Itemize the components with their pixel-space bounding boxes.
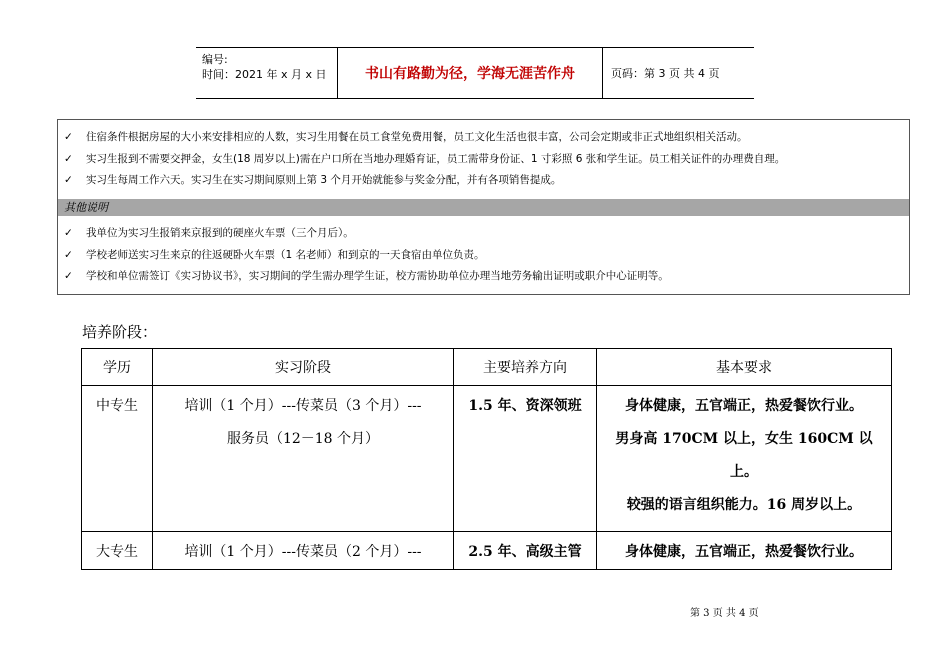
page-footer: 第 3 页 共 4 页 xyxy=(690,608,759,619)
section-title: 其他说明 xyxy=(58,199,909,216)
header-motto: 书山有路勤为径，学海无涯苦作舟 xyxy=(338,48,603,98)
info-bullet xyxy=(64,172,561,187)
cell-requirements xyxy=(597,386,892,532)
info-bullet xyxy=(64,247,485,262)
col-header-edu: 学历 xyxy=(82,349,153,386)
stage-line: 培训（1 个月）---传菜员（3 个月）--- xyxy=(184,398,422,414)
col-header-requirements: 基本要求 xyxy=(597,349,892,386)
stage-line: 服务员（12－18 个月） xyxy=(226,431,380,447)
bullet-text: 学校老师送实习生来京的往返硬卧火车票（1 名老师）和到京的一天食宿由单位负责。 xyxy=(86,249,485,261)
check-icon: ✓ xyxy=(64,227,73,239)
header-page-label: 页码：第 3 页 共 4 页 xyxy=(611,67,720,80)
cell-stage: 培训（1 个月）---传菜员（2 个月）--- xyxy=(153,532,454,570)
req-line: 较强的语言组织能力。16 周岁以上。 xyxy=(626,497,862,513)
cell-edu: 中专生 xyxy=(82,386,153,532)
check-icon: ✓ xyxy=(64,131,73,143)
header-meta xyxy=(196,48,338,98)
bullet-text: 实习生报到不需要交押金，女生(18 周岁以上)需在户口所在当地办理婚育证，员工需带身份证、1 寸彩照 6 张和学生证。员工相关证件的办理费自理。 xyxy=(86,153,786,165)
stages-table xyxy=(81,348,892,570)
cell-requirements: 身体健康，五官端正，热爱餐饮行业。 xyxy=(597,532,892,570)
time-label: 时间：2021 年 x 月 x 日 xyxy=(202,68,327,81)
table-row xyxy=(82,386,892,532)
info-bullet xyxy=(64,268,669,283)
bullet-text: 学校和单位需签订《实习协议书》，实习期间的学生需办理学生证，校方需协助单位办理当地劳务输出证明或职介中心证明等。 xyxy=(86,270,669,282)
info-box xyxy=(57,119,910,295)
cell-stage xyxy=(153,386,454,532)
page-header xyxy=(196,47,754,99)
req-line: 身体健康，五官端正，热爱餐饮行业。 xyxy=(625,398,863,414)
check-icon: ✓ xyxy=(64,270,73,282)
number-label: 编号: xyxy=(202,53,228,66)
cell-direction: 2.5 年、高级主管 xyxy=(454,532,597,570)
info-bullet xyxy=(64,129,748,144)
stage-title: 培养阶段： xyxy=(82,323,158,341)
bullet-text: 实习生每周工作六天。实习生在实习期间原则上第 3 个月开始就能参与奖金分配，并有各项销售提成。 xyxy=(86,174,562,186)
req-line: 上。 xyxy=(730,464,758,480)
col-header-stage: 实习阶段 xyxy=(153,349,454,386)
check-icon: ✓ xyxy=(64,249,73,261)
table-header-row xyxy=(82,349,892,386)
check-icon: ✓ xyxy=(64,174,73,186)
req-line: 男身高 170CM 以上，女生 160CM 以 xyxy=(615,431,873,447)
info-bullet xyxy=(64,225,354,240)
cell-edu: 大专生 xyxy=(82,532,153,570)
bullet-text: 我单位为实习生报销来京报到的硬座火车票（三个月后）。 xyxy=(86,227,354,239)
bullet-text: 住宿条件根据房屋的大小来安排相应的人数，实习生用餐在员工食堂免费用餐，员工文化生活也很丰富，公司会定期或非正式地组织相关活动。 xyxy=(86,131,748,143)
info-bullet xyxy=(64,151,785,166)
cell-direction: 1.5 年、资深领班 xyxy=(454,386,597,532)
check-icon: ✓ xyxy=(64,153,73,165)
col-header-direction: 主要培养方向 xyxy=(454,349,597,386)
table-row xyxy=(82,532,892,570)
